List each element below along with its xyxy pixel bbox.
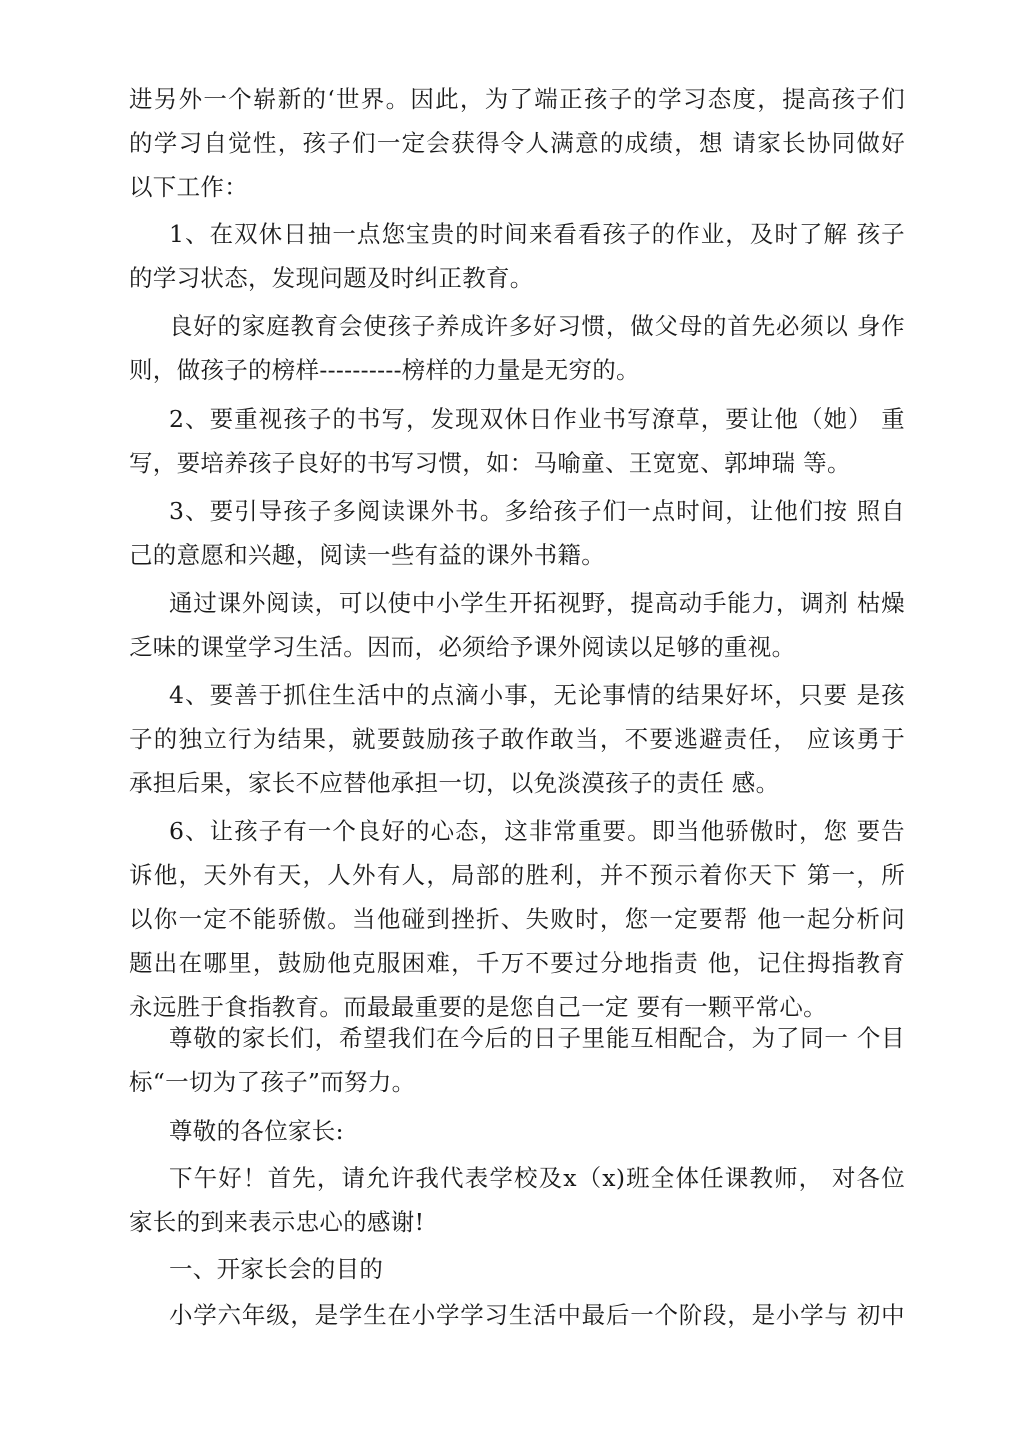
text-line: 尊敬的家长们，希望我们在今后的日子里能互相配合，为了同一 个目: [169, 1024, 905, 1052]
text-line: 承担后果，家长不应替他承担一切，以免淡漠孩子的责任 感。: [129, 769, 780, 797]
paragraph-item-3: [129, 489, 905, 577]
section-heading-purpose: [129, 1247, 905, 1291]
paragraph-home-education: [129, 304, 905, 392]
text-line: 通过课外阅读，可以使中小学生开拓视野，提高动手能力，调剂 枯燥: [169, 589, 905, 617]
paragraph-extracurricular-reading: [129, 581, 905, 669]
paragraph-grade-six: [129, 1293, 905, 1337]
text-line: 乏味的课堂学习生活。因而，必须给予课外阅读以足够的重视。: [129, 633, 796, 661]
text-line: 尊敬的各位家长:: [169, 1117, 344, 1145]
text-line: 写，要培养孩子良好的书写习惯，如：马喻童、王宽宽、郭坤瑞 等。: [129, 449, 851, 477]
text-line: 题出在哪里，鼓励他克服困难，千万不要过分地指责 他，记住拇指教育: [129, 949, 905, 977]
text-line: 则，做孩子的榜样----------榜样的力量是无穷的。: [129, 356, 640, 384]
text-line: 的学习状态，发现问题及时纠正教育。: [129, 264, 534, 292]
text-line: 以你一定不能骄傲。当他碰到挫折、失败时，您一定要帮 他一起分析问: [129, 905, 905, 933]
paragraph-intro: [129, 77, 905, 209]
paragraph-item-1: [129, 212, 905, 300]
text-line: 4、要善于抓住生活中的点滴小事，无论事情的结果好坏，只要 是孩: [169, 681, 905, 709]
text-line: 家长的到来表示忠心的感谢!: [129, 1208, 425, 1236]
text-line: 己的意愿和兴趣，阅读一些有益的课外书籍。: [129, 541, 605, 569]
text-line: 良好的家庭教育会使孩子养成许多好习惯，做父母的首先必须以 身作: [169, 312, 905, 340]
text-line: 6、让孩子有一个良好的心态，这非常重要。即当他骄傲时，您 要告: [169, 817, 905, 845]
text-line: 以下工作：: [129, 173, 248, 201]
text-line: 永远胜于食指教育。而最最重要的是您自己一定 要有一颗平常心。: [129, 993, 827, 1021]
text-line: 2、要重视孩子的书写，发现双休日作业书写潦草，要让他（她） 重: [169, 405, 905, 433]
text-line: 小学六年级，是学生在小学学习生活中最后一个阶段，是小学与 初中: [169, 1301, 905, 1329]
text-line: 1、在双休日抽一点您宝贵的时间来看看孩子的作业，及时了解 孩子: [169, 220, 905, 248]
text-line: 下午好！首先，请允许我代表学校及x（x)班全体任课教师， 对各位: [169, 1164, 905, 1192]
text-line: 的学习自觉性，孩子们一定会获得令人满意的成绩，想 请家长协同做好: [129, 129, 905, 157]
text-line: 子的独立行为结果，就要鼓励孩子敢作敢当，不要逃避责任， 应该勇于: [129, 725, 905, 753]
paragraph-closing-remarks: [129, 1016, 905, 1104]
text-line: 进另外一个崭新的‘世界。因此，为了端正孩子的学习态度，提高孩子们: [129, 85, 905, 113]
text-line: 一、开家长会的目的: [169, 1255, 384, 1283]
text-line: 标“一切为了孩子”而努力。: [129, 1068, 416, 1096]
text-line: 诉他，天外有天，人外有人，局部的胜利，并不预示着你天下 第一，所: [129, 861, 905, 889]
paragraph-item-2: [129, 397, 905, 485]
paragraph-item-6: [129, 809, 905, 1029]
text-line: 3、要引导孩子多阅读课外书。多给孩子们一点时间，让他们按 照自: [169, 497, 905, 525]
paragraph-item-4: [129, 673, 905, 805]
paragraph-salutation: [129, 1109, 905, 1153]
paragraph-greeting: [129, 1156, 905, 1244]
